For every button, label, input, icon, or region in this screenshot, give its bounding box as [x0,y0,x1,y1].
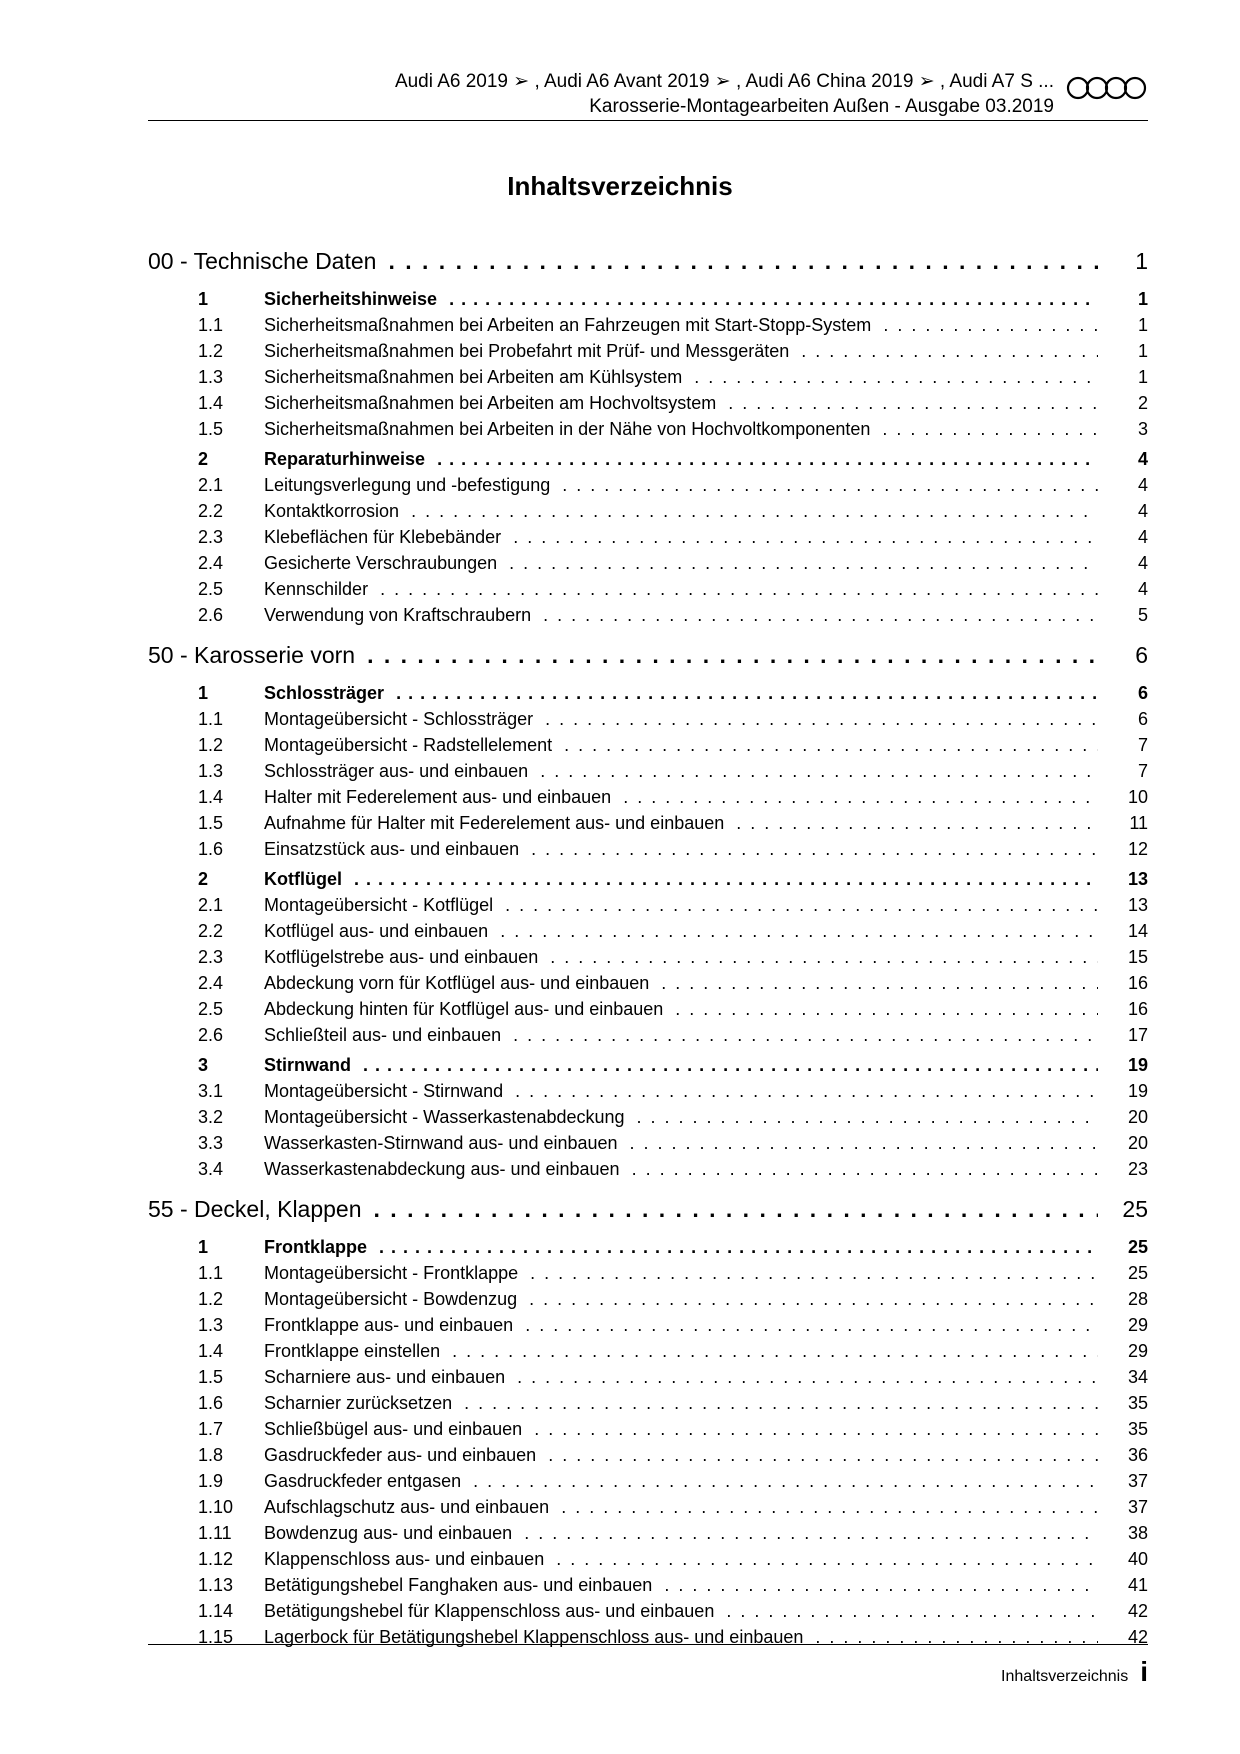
toc-entry-page: 35 [1127,1393,1148,1413]
toc-entry-number: 1.1 [198,709,224,729]
dot-leader [500,918,1098,944]
toc-entry-number: 1.8 [198,1445,224,1465]
toc-entry-number: 1.5 [198,419,224,439]
dot-leader [815,1624,1098,1650]
toc-entry-number: 1.11 [198,1523,232,1543]
toc-entry-page: 6 [1135,642,1148,668]
toc-entry-page: 4 [1137,579,1148,599]
toc-entry-number: 1.5 [198,1367,224,1387]
toc-section-entry[interactable] [148,446,1148,472]
toc-entry-page: 17 [1127,1025,1148,1045]
toc-entry-title: Montageübersicht - Bowdenzug [264,1289,518,1309]
dot-leader [540,758,1098,784]
toc-entry-page: 16 [1127,999,1148,1019]
dot-leader [524,1520,1098,1546]
toc-entry-number: 2 [198,449,209,469]
toc-entry-page: 29 [1127,1341,1148,1361]
toc-item-entry[interactable] [148,364,1148,390]
toc-entry-number: 1.6 [198,839,224,859]
toc-entry-title: Aufschlagschutz aus- und einbauen [264,1497,550,1517]
toc-entry-title: Kennschilder [264,579,369,599]
toc-entry-page: 16 [1127,973,1148,993]
toc-entry-page: 6 [1137,683,1148,703]
toc-entry-number: 2.5 [198,999,224,1019]
dot-leader [452,1338,1098,1364]
dot-leader [726,1598,1098,1624]
toc-section-entry[interactable] [148,680,1148,706]
toc-entry-number: 2.4 [198,553,224,573]
toc-item-entry[interactable] [148,416,1148,442]
dot-leader [736,810,1098,836]
toc-entry-page: 4 [1137,527,1148,547]
toc-entry-number: 2.6 [198,1025,224,1045]
toc-item-entry[interactable] [148,1022,1148,1048]
toc-item-entry[interactable] [148,836,1148,862]
toc-section-entry[interactable] [148,286,1148,312]
toc-entry-title: Sicherheitsmaßnahmen bei Probefahrt mit Prüf- und Messgeräten [264,341,790,361]
toc-entry-title: Einsatzstück aus- und einbauen [264,839,520,859]
toc-entry-number: 1.1 [198,1263,224,1283]
toc-entry-page: 42 [1127,1601,1148,1621]
dot-leader [374,1188,1098,1230]
page-header [148,70,1148,120]
toc-entry-page: 4 [1137,553,1148,573]
dot-leader [801,338,1098,364]
toc-item-entry[interactable] [148,892,1148,918]
toc-item-entry[interactable] [148,1598,1148,1624]
toc-entry-title: Sicherheitsmaßnahmen bei Arbeiten am Kühlsystem [264,367,683,387]
toc-entry-number: 1.2 [198,341,224,361]
toc-entry-title: Sicherheitsmaßnahmen bei Arbeiten in der Nähe von Hochvoltkomponenten [264,419,871,439]
toc-entry-title: Sicherheitsmaßnahmen bei Arbeiten an Fahrzeugen mit Start-Stopp-System [264,315,872,335]
toc-item-entry[interactable] [148,390,1148,416]
toc-entry-page: 42 [1127,1627,1148,1647]
toc-entry-page: 25 [1127,1263,1148,1283]
toc-entry-number: 2.2 [198,501,224,521]
toc-entry-number: 1.1 [198,315,224,335]
toc-entry-title: Scharnier zurücksetzen [264,1393,453,1413]
toc-entry-number: 2.5 [198,579,224,599]
toc-entry-page: 13 [1127,869,1148,889]
dot-leader [517,1364,1098,1390]
toc-entry-title: Montageübersicht - Wasserkastenabdeckung [264,1107,625,1127]
toc-item-entry[interactable] [148,1624,1148,1650]
dot-leader [509,550,1098,576]
dot-leader [562,472,1098,498]
toc-entry-page: 41 [1127,1575,1148,1595]
dot-leader [561,1494,1098,1520]
toc-item-entry[interactable] [148,1390,1148,1416]
toc-entry-number: 3.4 [198,1159,224,1179]
footer-label: Inhaltsverzeichnis [1001,1668,1129,1685]
toc-entry-title: Gesicherte Verschraubungen [264,553,498,573]
toc-entry-page: 5 [1137,605,1148,625]
toc-entry-title: 00 - Technische Daten [148,248,377,274]
toc-entry-title: Lagerbock für Betätigungshebel Klappenschloss aus- und einbauen [264,1627,804,1647]
toc-entry-page: 1 [1137,315,1148,335]
toc-entry-page: 1 [1135,248,1148,274]
toc-item-entry[interactable] [148,1078,1148,1104]
toc-entry-title: Abdeckung vorn für Kotflügel aus- und einbauen [264,973,650,993]
toc-item-entry[interactable] [148,758,1148,784]
toc-item-entry[interactable] [148,550,1148,576]
dot-leader [437,446,1098,472]
dot-leader [529,1286,1098,1312]
toc-entry-page: 10 [1127,787,1148,807]
toc-entry-number: 2 [198,869,209,889]
toc-entry-number: 1.5 [198,813,224,833]
toc-entry-number: 3.1 [198,1081,224,1101]
toc-entry-number: 1.10 [198,1497,234,1517]
toc-chapter-entry[interactable] [148,240,1148,282]
toc-entry-number: 1.14 [198,1601,234,1621]
toc-item-entry[interactable] [148,732,1148,758]
header-divider [148,120,1148,121]
toc-entry-page: 19 [1127,1081,1148,1101]
dot-leader [367,634,1098,676]
toc-entry-number: 2.4 [198,973,224,993]
toc-item-entry[interactable] [148,918,1148,944]
dot-leader [411,498,1098,524]
audi-rings-icon [1066,76,1148,100]
toc-item-entry[interactable] [148,1468,1148,1494]
toc-entry-title: Schlossträger aus- und einbauen [264,761,529,781]
toc-entry-number: 2.6 [198,605,224,625]
toc-entry-title: Montageübersicht - Kotflügel [264,895,494,915]
toc-entry-number: 2.1 [198,895,224,915]
toc-entry-page: 7 [1137,761,1148,781]
toc-entry-page: 34 [1127,1367,1148,1387]
toc-entry-title: Kontaktkorrosion [264,501,400,521]
toc-item-entry[interactable] [148,312,1148,338]
dot-leader [513,1022,1098,1048]
toc-section-entry[interactable] [148,1234,1148,1260]
toc-entry-number: 2.3 [198,527,224,547]
toc-entry-page: 1 [1137,289,1148,309]
toc-entry-title: Montageübersicht - Radstellelement [264,735,553,755]
toc-entry-number: 1.2 [198,735,224,755]
dot-leader [515,1078,1098,1104]
toc-entry-title: Verwendung von Kraftschraubern [264,605,532,625]
toc-entry-title: Sicherheitsmaßnahmen bei Arbeiten am Hochvoltsystem [264,393,717,413]
dot-leader [664,1572,1098,1598]
toc-entry-title: Klebeflächen für Klebebänder [264,527,502,547]
toc-item-entry[interactable] [148,1286,1148,1312]
toc-entry-page: 25 [1127,1237,1148,1257]
toc-entry-title: Gasdruckfeder aus- und einbauen [264,1445,537,1465]
dot-leader [675,996,1098,1022]
toc-entry-title: Gasdruckfeder entgasen [264,1471,462,1491]
dot-leader [505,892,1098,918]
toc-entry-page: 4 [1137,501,1148,521]
toc-entry-number: 1 [198,683,209,703]
toc-chapter-entry[interactable] [148,634,1148,676]
dot-leader [354,866,1098,892]
toc-entry-page: 3 [1137,419,1148,439]
toc-entry-title: Betätigungshebel Fanghaken aus- und einbauen [264,1575,653,1595]
toc-item-entry[interactable] [148,944,1148,970]
dot-leader [556,1546,1098,1572]
footer-divider [148,1644,1148,1645]
toc-item-entry[interactable] [148,1260,1148,1286]
toc-section-entry[interactable] [148,866,1148,892]
toc-entry-page: 20 [1127,1133,1148,1153]
dot-leader [623,784,1098,810]
dot-leader [637,1104,1098,1130]
dot-leader [882,416,1098,442]
toc-entry-page: 29 [1127,1315,1148,1335]
toc-chapter-entry[interactable] [148,1188,1148,1230]
toc-entry-number: 1.3 [198,1315,224,1335]
toc-item-entry[interactable] [148,1364,1148,1390]
toc-item-entry[interactable] [148,576,1148,602]
dot-leader [531,836,1098,862]
toc-entry-number: 1.12 [198,1549,234,1569]
toc-item-entry[interactable] [148,1416,1148,1442]
toc-entry-title: Wasserkastenabdeckung aus- und einbauen [264,1159,620,1179]
header-vehicle-models: Audi A6 2019 ➢ , Audi A6 Avant 2019 ➢ , Audi A6 China 2019 ➢ , Audi A7 S ... [394,71,1054,92]
dot-leader [632,1156,1098,1182]
toc-entry-number: 2.2 [198,921,224,941]
toc-entry-title: Kotflügel aus- und einbauen [264,921,489,941]
toc-item-entry[interactable] [148,1156,1148,1182]
toc-entry-title: 55 - Deckel, Klappen [148,1196,362,1222]
toc-entry-title: Scharniere aus- und einbauen [264,1367,506,1387]
toc-entry-number: 1.3 [198,367,224,387]
toc-entry-title: Montageübersicht - Stirnwand [264,1081,504,1101]
toc-entry-number: 1.15 [198,1627,234,1647]
toc-entry-title: 50 - Karosserie vorn [148,642,356,668]
toc-entry-number: 1.2 [198,1289,224,1309]
toc-entry-title: Abdeckung hinten für Kotflügel aus- und einbauen [264,999,664,1019]
toc-entry-page: 4 [1137,449,1148,469]
toc-entry-page: 36 [1127,1445,1148,1465]
dot-leader [530,1260,1098,1286]
dot-leader [543,602,1098,628]
toc-entry-page: 15 [1127,947,1148,967]
dot-leader [564,732,1098,758]
dot-leader [388,240,1098,282]
toc-entry-title: Schließteil aus- und einbauen [264,1025,502,1045]
toc-entry-number: 2.1 [198,475,224,495]
toc-item-entry[interactable] [148,498,1148,524]
toc-item-entry[interactable] [148,1520,1148,1546]
toc-item-entry[interactable] [148,602,1148,628]
dot-leader [525,1312,1098,1338]
toc-entry-page: 23 [1127,1159,1148,1179]
toc-entry-number: 2.3 [198,947,224,967]
page-title: Inhaltsverzeichnis [507,171,733,201]
toc-entry-number: 3.3 [198,1133,224,1153]
toc-entry-title: Klappenschloss aus- und einbauen [264,1549,545,1569]
dot-leader [379,1234,1098,1260]
toc-entry-page: 20 [1127,1107,1148,1127]
toc-entry-title: Stirnwand [264,1055,352,1075]
toc-item-entry[interactable] [148,970,1148,996]
toc-entry-page: 37 [1127,1471,1148,1491]
toc-entry-page: 1 [1137,367,1148,387]
toc-entry-title: Schlossträger [264,683,385,703]
toc-entry-title: Betätigungshebel für Klappenschloss aus- und einbauen [264,1601,715,1621]
toc-item-entry[interactable] [148,472,1148,498]
toc-entry-page: 14 [1127,921,1148,941]
toc-entry-title: Halter mit Federelement aus- und einbauen [264,787,612,807]
toc-entry-title: Reparaturhinweise [264,449,426,469]
toc-item-entry[interactable] [148,784,1148,810]
toc-item-entry[interactable] [148,1312,1148,1338]
toc-entry-number: 1.6 [198,1393,224,1413]
toc-item-entry[interactable] [148,1546,1148,1572]
toc-entry-number: 1.4 [198,393,224,413]
toc-entry-title: Sicherheitshinweise [264,289,438,309]
dot-leader [630,1130,1098,1156]
toc-entry-page: 12 [1127,839,1148,859]
toc-entry-title: Leitungsverlegung und -befestigung [264,475,551,495]
toc-entry-page: 2 [1137,393,1148,413]
toc-entry-number: 1.4 [198,787,224,807]
toc-entry-page: 7 [1137,735,1148,755]
toc-item-entry[interactable] [148,810,1148,836]
toc-entry-title: Kotflügelstrebe aus- und einbauen [264,947,539,967]
dot-leader [513,524,1098,550]
toc-entry-title: Bowdenzug aus- und einbauen [264,1523,513,1543]
dot-leader [473,1468,1098,1494]
toc-item-entry[interactable] [148,996,1148,1022]
dot-leader [728,390,1098,416]
toc-entry-title: Aufnahme für Halter mit Federelement aus- und einbauen [264,813,725,833]
dot-leader [883,312,1098,338]
toc-entry-page: 37 [1127,1497,1148,1517]
dot-leader [534,1416,1098,1442]
dot-leader [380,576,1098,602]
toc-item-entry[interactable] [148,706,1148,732]
table-of-contents [148,240,1148,1650]
toc-entry-number: 1.7 [198,1419,224,1439]
toc-entry-page: 40 [1127,1549,1148,1569]
dot-leader [694,364,1098,390]
toc-item-entry[interactable] [148,1572,1148,1598]
dot-leader [464,1390,1098,1416]
toc-item-entry[interactable] [148,1104,1148,1130]
dot-leader [396,680,1098,706]
dot-leader [545,706,1098,732]
toc-entry-page: 1 [1137,341,1148,361]
toc-entry-number: 1.9 [198,1471,224,1491]
toc-entry-title: Schließbügel aus- und einbauen [264,1419,523,1439]
toc-item-entry[interactable] [148,1494,1148,1520]
toc-entry-title: Frontklappe einstellen [264,1341,441,1361]
toc-item-entry[interactable] [148,338,1148,364]
dot-leader [550,944,1098,970]
toc-entry-title: Kotflügel [264,869,342,889]
toc-entry-title: Montageübersicht - Frontklappe [264,1263,519,1283]
toc-item-entry[interactable] [148,1442,1148,1468]
header-manual-title: Karosserie-Montagearbeiten Außen - Ausgabe 03.2019 [589,96,1054,117]
toc-entry-page: 28 [1127,1289,1148,1309]
toc-entry-number: 1.3 [198,761,224,781]
toc-entry-page: 25 [1122,1196,1148,1222]
toc-entry-number: 1.4 [198,1341,224,1361]
toc-entry-title: Frontklappe aus- und einbauen [264,1315,514,1335]
toc-entry-page: 11 [1129,813,1148,833]
toc-entry-number: 3.2 [198,1107,224,1127]
dot-leader [363,1052,1098,1078]
dot-leader [548,1442,1098,1468]
toc-item-entry[interactable] [148,524,1148,550]
toc-entry-number: 1.13 [198,1575,234,1595]
footer-page-number: i [1140,1656,1148,1687]
toc-entry-page: 6 [1137,709,1148,729]
toc-item-entry[interactable] [148,1130,1148,1156]
toc-entry-page: 13 [1127,895,1148,915]
toc-entry-number: 1 [198,289,209,309]
toc-entry-title: Wasserkasten-Stirnwand aus- und einbauen [264,1133,618,1153]
toc-entry-page: 19 [1127,1055,1148,1075]
toc-entry-title: Montageübersicht - Schlossträger [264,709,534,729]
toc-item-entry[interactable] [148,1338,1148,1364]
toc-entry-page: 35 [1127,1419,1148,1439]
toc-entry-number: 1 [198,1237,209,1257]
dot-leader [449,286,1098,312]
toc-entry-title: Frontklappe [264,1237,368,1257]
page-footer [1001,1658,1148,1687]
dot-leader [661,970,1098,996]
toc-entry-number: 3 [198,1055,209,1075]
toc-section-entry[interactable] [148,1052,1148,1078]
toc-entry-page: 38 [1127,1523,1148,1543]
toc-entry-page: 4 [1137,475,1148,495]
